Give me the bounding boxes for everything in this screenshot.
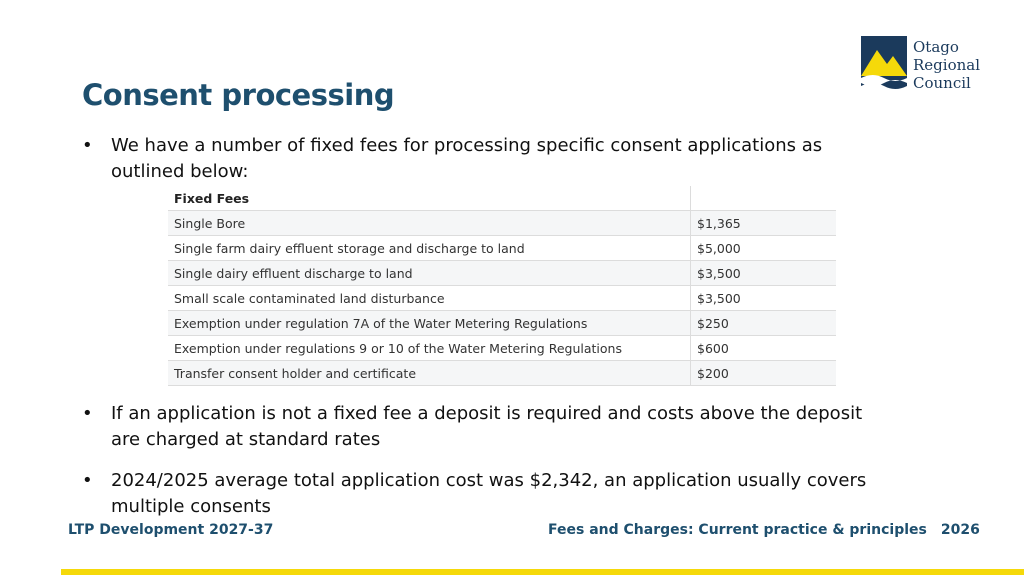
bullet-dot-icon: • — [82, 135, 93, 156]
table-row — [168, 361, 836, 386]
bullet-dot-icon: • — [82, 470, 93, 491]
table-header-label: Fixed Fees — [168, 186, 691, 211]
bullet-text: We have a number of fixed fees for processing specific consent applications as outlined below: — [111, 135, 823, 182]
fixed-fees-table — [168, 186, 836, 386]
fee-value: $600 — [691, 336, 837, 361]
fee-label: Single dairy effluent discharge to land — [168, 261, 691, 286]
fee-label: Transfer consent holder and certificate — [168, 361, 691, 386]
fee-value: $3,500 — [691, 261, 837, 286]
fee-value: $200 — [691, 361, 837, 386]
table-row — [168, 261, 836, 286]
fee-value: $5,000 — [691, 236, 837, 261]
bullet-dot-icon: • — [82, 403, 93, 424]
table-row — [168, 311, 836, 336]
logo-line-2: Regional — [913, 56, 981, 74]
footer-left-text: LTP Development 2027-37 — [68, 522, 274, 538]
fee-label: Single farm dairy effluent storage and discharge to land — [168, 236, 691, 261]
footer-right-text: Fees and Charges: Current practice & principles — [548, 522, 927, 538]
table-header-value — [691, 186, 837, 211]
table-row — [168, 336, 836, 361]
fee-label: Single Bore — [168, 211, 691, 236]
bullet-text: If an application is not a fixed fee a deposit is required and costs above the deposit are charged at standard rates — [111, 403, 863, 450]
footer-year: 2026 — [940, 522, 980, 538]
bottom-accent-bar — [61, 569, 1024, 575]
table-row — [168, 286, 836, 311]
fee-value: $3,500 — [691, 286, 837, 311]
fee-value: $1,365 — [691, 211, 837, 236]
table-row — [168, 236, 836, 261]
bullet-text: 2024/2025 average total application cost was $2,342, an application usually covers multiple consents — [111, 470, 867, 517]
slide-title: Consent processing — [82, 78, 395, 112]
fee-value: $250 — [691, 311, 837, 336]
mountain-logo-icon — [861, 36, 907, 92]
logo-text — [913, 38, 980, 92]
bullet-fixed-fees — [82, 133, 882, 185]
logo-line-1: Otago — [913, 38, 959, 56]
bullet-deposit — [82, 401, 882, 453]
fee-label: Exemption under regulation 7A of the Water Metering Regulations — [168, 311, 691, 336]
fee-label: Small scale contaminated land disturbance — [168, 286, 691, 311]
logo-line-3: Council — [913, 74, 971, 92]
table-header-row — [168, 186, 836, 211]
footer-right — [548, 522, 980, 538]
bullet-average-cost — [82, 468, 882, 520]
table-row — [168, 211, 836, 236]
otago-regional-council-logo — [861, 36, 991, 96]
fee-label: Exemption under regulations 9 or 10 of the Water Metering Regulations — [168, 336, 691, 361]
